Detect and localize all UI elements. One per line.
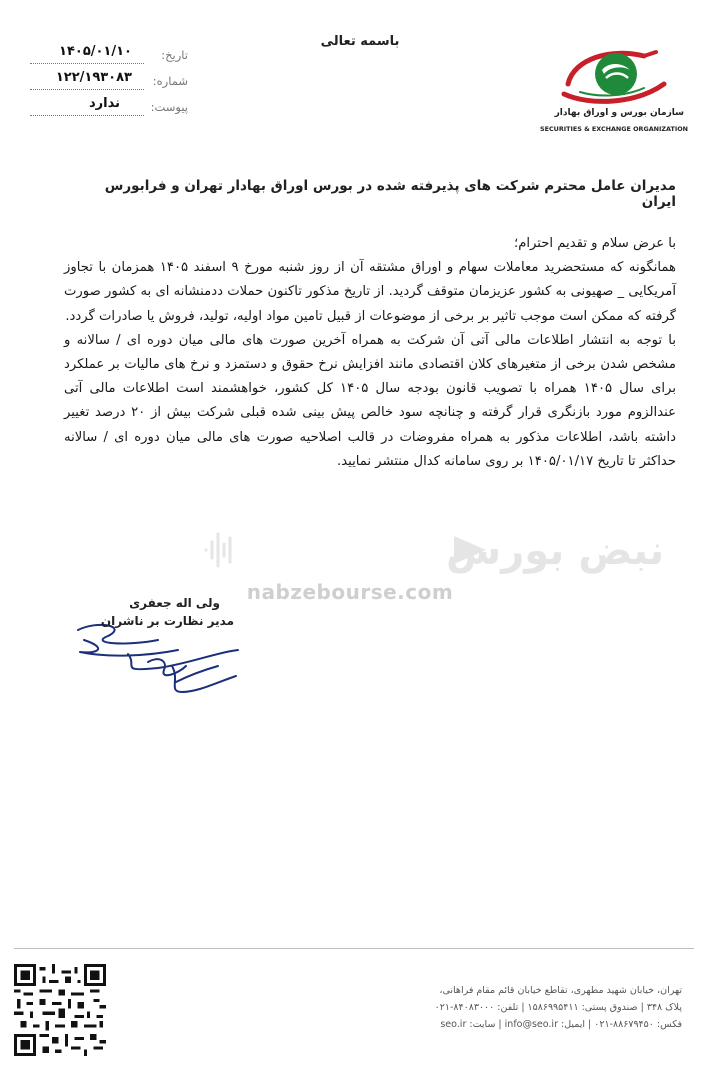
signatory-title: مدیر نظارت بر ناشران bbox=[100, 614, 234, 628]
signatory-name: ولی اله جعفری bbox=[129, 596, 220, 610]
paragraph-1: همانگونه که مستحضرید معاملات سهام و اوراق مشتقه آن از روز شنبه مورخ ۹ اسفند ۱۴۰۵ همزمان با تجاوز آمریکایی _ صهیونی به کشور عزیزمان متوقف گردید. از تاریخ مذکور تاکنون حملات ددمنشانه ای به کشور صورت گرفته که ممکن است موجب تاثیر بر برخی از موضوعات از قبیل تامین مواد اولیه، تولید، فروش یا صادرات گردد. bbox=[64, 260, 677, 324]
handwritten-signature bbox=[68, 596, 248, 702]
date-field bbox=[28, 44, 188, 66]
qr-code-icon bbox=[14, 964, 106, 1056]
letter-body bbox=[64, 232, 676, 474]
number-label: شماره: bbox=[152, 74, 188, 88]
attachment-field bbox=[28, 96, 188, 118]
attachment-label: پیوست: bbox=[150, 100, 188, 114]
watermark-logo-text: نبض بورس bbox=[446, 528, 665, 574]
number-underline bbox=[30, 89, 144, 90]
seo-logo-icon bbox=[560, 44, 670, 110]
logo-name-en: SECURITIES & EXCHANGE ORGANIZATION bbox=[540, 125, 688, 133]
contact-line: پلاک ۳۴۸ | صندوق پستی: ۱۵۸۶۹۹۵۴۱۱ | تلفن: ۸۴۰۸۳۰۰۰-۰۲۱ bbox=[434, 1002, 682, 1013]
date-underline bbox=[30, 63, 144, 64]
recipient-line: مدیران عامل محترم شرکت های پذیرفته شده در بورس اوراق بهادار تهران و فرابورس ایران bbox=[104, 178, 676, 210]
salutation: با عرض سلام و تقدیم احترام؛ bbox=[514, 236, 676, 251]
web-line: فکس: ۸۸۶۷۹۴۵۰-۰۲۱ | ایمیل: info@seo.ir | سایت: seo.ir bbox=[440, 1019, 682, 1030]
number-value: ۱۲۲/۱۹۳۰۸۳ bbox=[55, 70, 132, 85]
attachment-underline bbox=[30, 115, 144, 116]
number-field bbox=[28, 70, 188, 92]
watermark-url: nabzebourse.com bbox=[246, 580, 454, 604]
paragraph-2: با توجه به انتشار اطلاعات مالی آتی آن شرکت به همراه آخرین صورت های مالی میان دوره ای / سالانه و مشخص شدن برخی از متغیرهای کلان اقتصادی مانند افزایش نرخ حقوق و دستمزد و نرخ های مالیات بر عملکرد برای سال ۱۴۰۵ همراه با تصویب قانون بودجه سال ۱۴۰۵ کل کشور، خواهشمند است اطلاعات مالی آتی عندالزوم مورد بازنگری قرار گرفته و چنانچه سود خالص پیش بینی شده قبلی شرکت بیش از ۲۰ درصد تغییر داشته باشد، اطلاعات مذکور به همراه مفروضات در قالب اصلاحیه صورت های مالی میان دوره ای / سالانه حداکثر تا تاریخ ۱۴۰۵/۰۱/۱۷ بر روی سامانه کدال منتشر نمایید. bbox=[64, 332, 676, 469]
logo-name-fa: سازمان بورس و اوراق بهادار bbox=[554, 108, 684, 118]
footer-divider bbox=[14, 948, 694, 949]
address-line: تهران، خیابان شهید مطهری، تقاطع خیابان قائم مقام فراهانی، bbox=[439, 985, 682, 996]
attachment-value: ندارد bbox=[88, 96, 120, 111]
basmala-heading: باسمه تعالی bbox=[320, 34, 400, 49]
footer-address bbox=[420, 982, 682, 1033]
watermark-logo bbox=[196, 522, 665, 578]
date-label: تاریخ: bbox=[161, 48, 188, 62]
date-value: ۱۴۰۵/۰۱/۱۰ bbox=[59, 44, 132, 59]
